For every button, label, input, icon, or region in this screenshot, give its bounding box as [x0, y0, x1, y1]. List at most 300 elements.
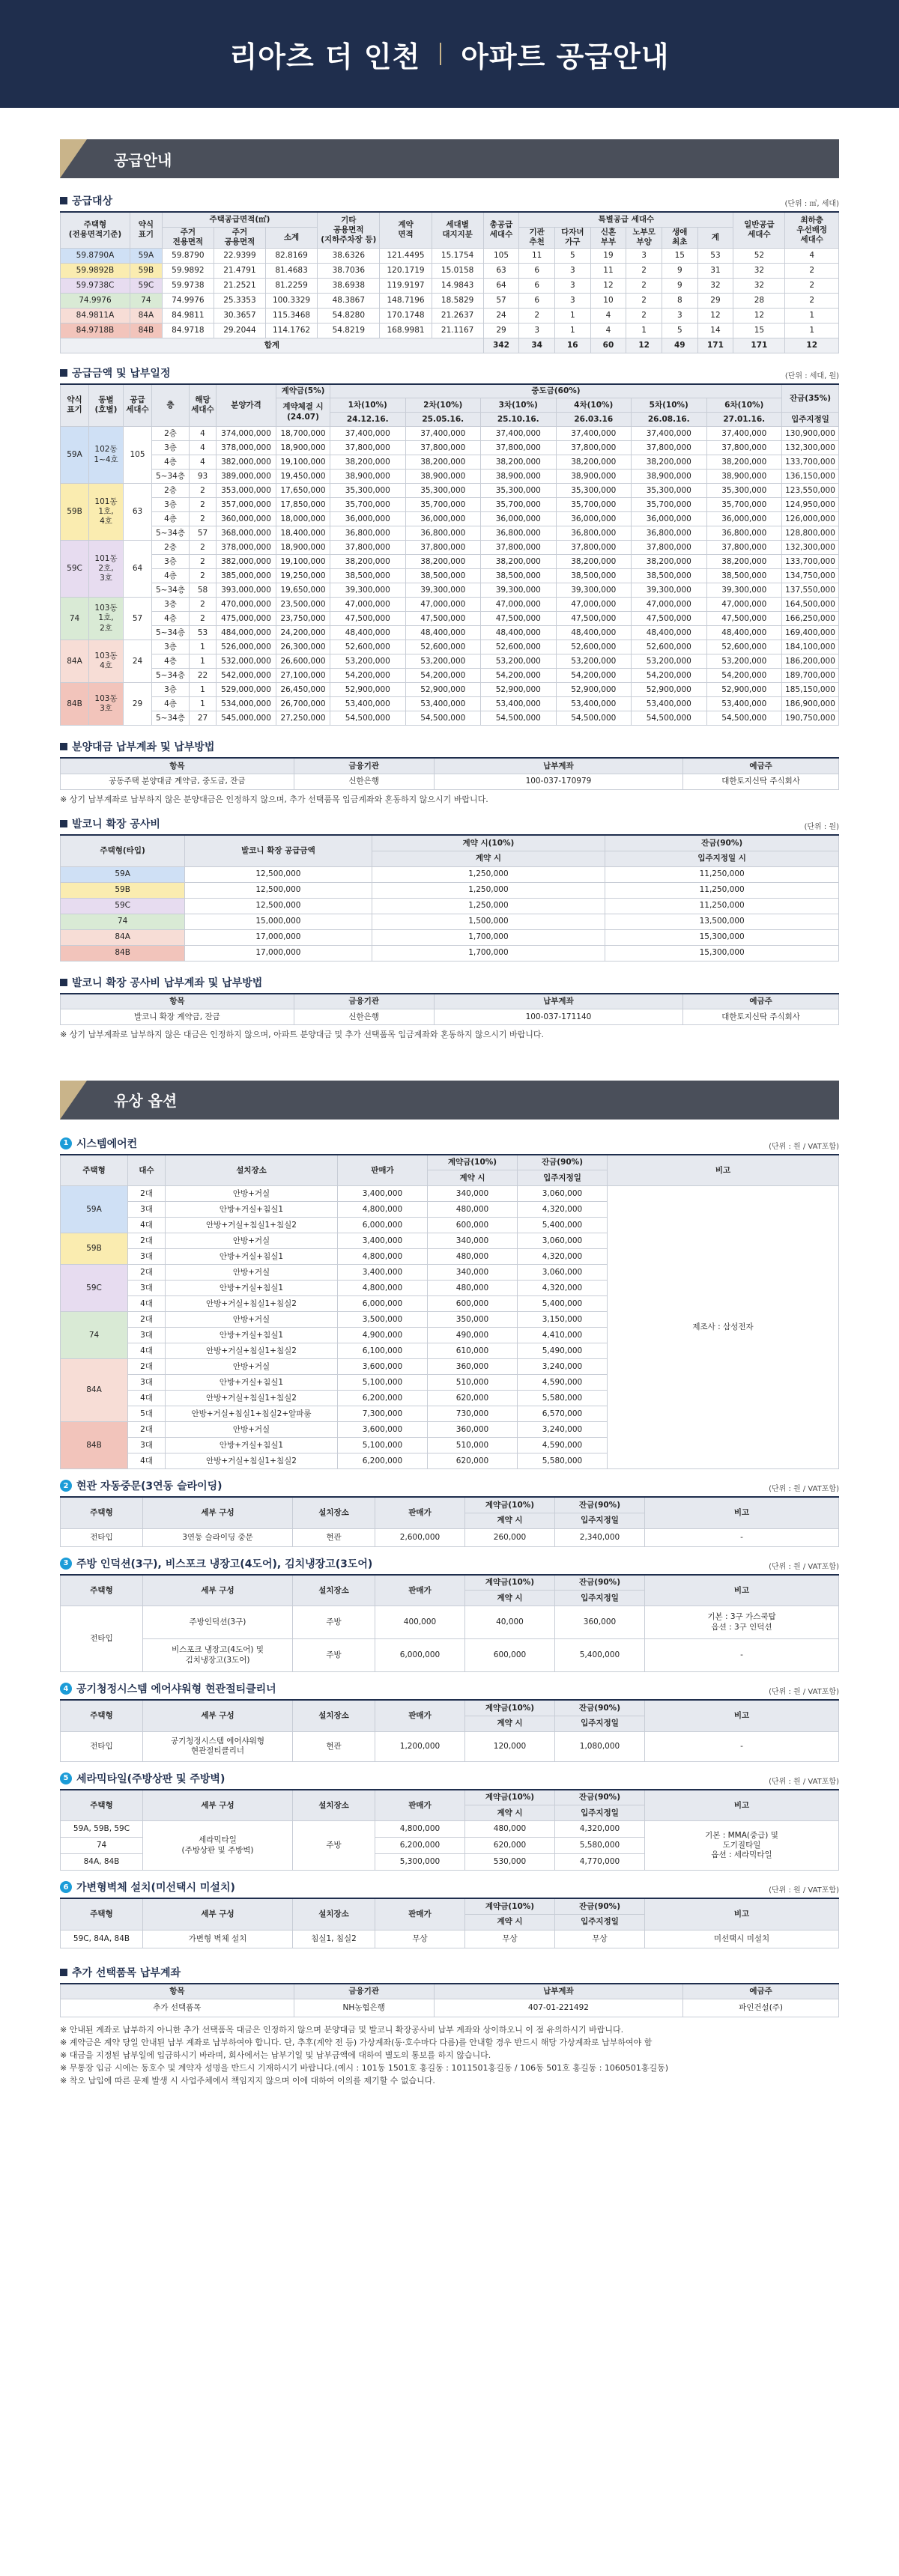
cell: 37,800,000: [706, 441, 782, 455]
th: 계약금(10%): [465, 1497, 555, 1513]
cell: 2: [626, 278, 662, 293]
cell: 39,300,000: [706, 583, 782, 598]
cell: 5,400,000: [518, 1296, 608, 1312]
th: 판매가: [375, 1700, 465, 1731]
table-row: [61, 598, 839, 612]
cell: 23,500,000: [276, 598, 330, 612]
th: 잔금(90%): [555, 1497, 645, 1513]
th: 세부 구성: [143, 1790, 293, 1821]
cell: 510,000: [428, 1375, 518, 1391]
cell: 1: [190, 640, 217, 654]
th: 설치장소: [293, 1790, 375, 1821]
cell: 134,750,000: [782, 569, 839, 583]
cell: 185,150,000: [782, 683, 839, 697]
supply-label: [60, 193, 112, 208]
cell: 4: [190, 455, 217, 470]
floor-cell: 4층: [152, 654, 190, 669]
account2-table: [60, 993, 839, 1026]
cell: 2: [190, 541, 217, 555]
table-row: [61, 541, 839, 555]
cell: 171: [697, 338, 733, 353]
cell: 130,900,000: [782, 427, 839, 441]
cell: 2: [190, 498, 217, 512]
label-text: 가변형벽체 설치(미선택시 미설치): [76, 1882, 235, 1894]
cell: 38,500,000: [405, 569, 481, 583]
type-cell: 59B: [61, 882, 185, 898]
cell: 3대: [128, 1328, 166, 1343]
th: 주택형: [61, 1575, 143, 1606]
cell: 18,900,000: [276, 441, 330, 455]
cell: 2: [190, 569, 217, 583]
cell: 38,900,000: [481, 470, 557, 484]
cell: 3,060,000: [518, 1265, 608, 1281]
cell: 안방+거실: [166, 1312, 338, 1328]
cell: 3,150,000: [518, 1312, 608, 1328]
cell: 48,400,000: [405, 626, 481, 640]
th: 주택형: [61, 1155, 128, 1186]
cell: 5,490,000: [518, 1343, 608, 1359]
cell: 발코니 확장 계약금, 잔금: [61, 1009, 294, 1025]
units-cell: 24: [124, 640, 152, 683]
cell: 1: [785, 323, 839, 338]
cell: 166,250,000: [782, 612, 839, 626]
cell: 4: [190, 441, 217, 455]
cell: 안방+거실+침실1+침실2: [166, 1453, 338, 1469]
label-text: 분양대금 납부계좌 및 납부방법: [72, 741, 215, 753]
cell: 8: [662, 293, 697, 308]
cell: 357,000,000: [217, 498, 276, 512]
cell: 382,000,000: [217, 555, 276, 569]
cell: 39,300,000: [481, 583, 557, 598]
th: 잔금(90%): [555, 1898, 645, 1914]
cell: 1: [190, 697, 217, 711]
cell: 37,800,000: [481, 441, 557, 455]
th: 비고: [645, 1575, 839, 1606]
th: 다자녀 가구: [554, 227, 590, 248]
cell: 53,400,000: [556, 697, 632, 711]
floor-cell: 5~34층: [152, 526, 190, 541]
cell: 3,600,000: [338, 1359, 428, 1375]
cell: 81.4683: [266, 263, 318, 278]
th: 세부 구성: [143, 1575, 293, 1606]
table-row: [61, 498, 839, 512]
cell: 37,400,000: [481, 427, 557, 441]
table-row: [61, 470, 839, 484]
label-text: 시스템에어컨: [76, 1137, 138, 1150]
cell: 4대: [128, 1453, 166, 1469]
th: 계약 시: [465, 1805, 555, 1821]
cell: 57: [190, 526, 217, 541]
square-bullet-icon: [60, 1969, 67, 1976]
cell: 주방: [293, 1821, 375, 1871]
cell: 53,400,000: [405, 697, 481, 711]
th: 판매가: [375, 1575, 465, 1606]
cell: 안방+거실: [166, 1186, 338, 1202]
th: 비고: [645, 1700, 839, 1731]
price-label: [60, 365, 170, 380]
cell: 21.1167: [432, 323, 483, 338]
cell: 121.4495: [380, 248, 432, 263]
cell: 27: [190, 711, 217, 726]
cell: 53,200,000: [556, 654, 632, 669]
th: 주택공급면적(㎡): [162, 212, 317, 227]
cell: 7,300,000: [338, 1406, 428, 1422]
cell: 11,250,000: [605, 898, 839, 914]
table-row: [61, 640, 839, 654]
cell: 1,080,000: [555, 1731, 645, 1761]
table-row: [61, 945, 839, 961]
cell: 53,400,000: [632, 697, 707, 711]
cell: 54.8280: [318, 308, 380, 323]
th: 공급 세대수: [124, 384, 152, 427]
floor-cell: 2층: [152, 541, 190, 555]
units-cell: 57: [124, 598, 152, 640]
cell: 3대: [128, 1375, 166, 1391]
cell: 3,600,000: [338, 1422, 428, 1438]
th: 소계: [266, 227, 318, 248]
cell: 안방+거실+침실1: [166, 1281, 338, 1296]
cell: 35,700,000: [632, 498, 707, 512]
cell: 4대: [128, 1296, 166, 1312]
cell: 26,300,000: [276, 640, 330, 654]
cell: 52,900,000: [556, 683, 632, 697]
cell: 54,500,000: [405, 711, 481, 726]
dong-cell: 101동 2호, 3호: [89, 541, 124, 598]
th: 잔금(90%): [555, 1790, 645, 1805]
balcony-label: [60, 816, 160, 831]
cell: 11: [590, 263, 626, 278]
cell: 47,000,000: [481, 598, 557, 612]
th: 발코니 확장 공급금액: [185, 835, 372, 866]
th: 계약금(5%): [276, 384, 330, 398]
aircleaner-table: [60, 1699, 839, 1762]
label-text: 세라믹타일(주방상판 및 주방벽): [76, 1772, 225, 1785]
cell: 26,600,000: [276, 654, 330, 669]
table-row: [61, 248, 839, 263]
cell: 4,800,000: [338, 1202, 428, 1218]
table-row: [61, 263, 839, 278]
th: 설치장소: [166, 1155, 338, 1186]
cell: 5,100,000: [338, 1438, 428, 1453]
th: 계약 시: [465, 1716, 555, 1731]
cell: 53: [697, 248, 733, 263]
cell: 600,000: [428, 1296, 518, 1312]
th: 납부계좌: [434, 994, 682, 1009]
section-header-supply: [60, 139, 839, 178]
cell: 382,000,000: [217, 455, 276, 470]
cell: 6,570,000: [518, 1406, 608, 1422]
cell: 13,500,000: [605, 914, 839, 929]
cell: 48,400,000: [481, 626, 557, 640]
cell: 38,200,000: [632, 555, 707, 569]
cell: 17,850,000: [276, 498, 330, 512]
cell: 600,000: [428, 1218, 518, 1233]
cell: 49: [662, 338, 697, 353]
cell: 4: [590, 323, 626, 338]
cell: 안방+거실+침실1+침실2: [166, 1296, 338, 1312]
cell: 37,800,000: [556, 441, 632, 455]
cell: 368,000,000: [217, 526, 276, 541]
table-row: [61, 711, 839, 726]
account-number: 100-037-171140: [434, 1009, 682, 1025]
cell: 47,500,000: [556, 612, 632, 626]
cell: 490,000: [428, 1328, 518, 1343]
section-title: 유상 옵션: [114, 1092, 178, 1110]
cell: 4,320,000: [518, 1249, 608, 1265]
cell: 74.9976: [162, 293, 214, 308]
cell: 안방+거실+침실1: [166, 1438, 338, 1453]
cell: 38,500,000: [632, 569, 707, 583]
th: 금융기관: [294, 1984, 434, 1999]
door-table: [60, 1496, 839, 1547]
cell: 주방인덕션(3구): [143, 1606, 293, 1639]
abbr-cell: 59B: [130, 263, 162, 278]
th: 입주지정일: [555, 1591, 645, 1606]
th: 잔금(90%): [605, 835, 839, 851]
table-row: [61, 455, 839, 470]
cell: 12: [697, 308, 733, 323]
cell: 37,800,000: [481, 541, 557, 555]
cell: 37,800,000: [330, 541, 406, 555]
cell: 47,500,000: [481, 612, 557, 626]
th: 주택형(타입): [61, 835, 185, 866]
cell: -: [645, 1731, 839, 1761]
section-title: 공급안내: [114, 151, 172, 169]
cell: 38,200,000: [405, 555, 481, 569]
table-row: [61, 929, 839, 945]
dong-cell: 101동 1호, 4호: [89, 484, 124, 541]
cell: 2,340,000: [555, 1528, 645, 1546]
cell: 132,300,000: [782, 441, 839, 455]
square-bullet-icon: [60, 197, 67, 204]
cell: 15,300,000: [605, 929, 839, 945]
th: 계약금(10%): [428, 1155, 518, 1170]
th: 노부모 부양: [626, 227, 662, 248]
cell: 3,500,000: [338, 1312, 428, 1328]
cell: 171: [733, 338, 785, 353]
cell: 17,000,000: [185, 929, 372, 945]
cell: 17,000,000: [185, 945, 372, 961]
cell: 침실1, 침실2: [293, 1930, 375, 1948]
account3-table: [60, 1983, 839, 2018]
th: 비고: [608, 1155, 839, 1186]
th: 예금주: [683, 994, 839, 1009]
cell: 35,300,000: [632, 484, 707, 498]
th: 주택형 (전용면적기준): [61, 212, 130, 248]
cell: 4,800,000: [375, 1821, 465, 1838]
type-cell: 59C: [61, 1265, 128, 1312]
label-text: 공급금액 및 납부일정: [72, 367, 171, 380]
th: 잔금(90%): [555, 1700, 645, 1716]
cell: NH농협은행: [294, 1999, 434, 2017]
cell: 57: [483, 293, 519, 308]
cell: 3대: [128, 1249, 166, 1265]
cell: 6,000,000: [338, 1296, 428, 1312]
cell: 64: [483, 278, 519, 293]
cell: 6,200,000: [375, 1838, 465, 1854]
cell: 4,900,000: [338, 1328, 428, 1343]
kitchen-table: [60, 1574, 839, 1673]
table-row: [61, 914, 839, 929]
cell: 545,000,000: [217, 711, 276, 726]
unit-text: (단위 : 원 / VAT포함): [769, 1562, 839, 1571]
cell: 114.1762: [266, 323, 318, 338]
cell: 148.7196: [380, 293, 432, 308]
th: 26.03.16: [556, 413, 632, 427]
note-item: ※ 대금을 지정된 납부일에 입금하시기 바라며, 회사에서는 납부기일 및 납부금액에 대하여 별도의 통보를 하지 않습니다.: [60, 2050, 491, 2061]
type-cell: 59A: [61, 1186, 128, 1233]
cell: 190,750,000: [782, 711, 839, 726]
cell: 54,500,000: [330, 711, 406, 726]
total-row: [61, 338, 839, 353]
cell: 530,000: [465, 1854, 555, 1871]
cell: 37,800,000: [330, 441, 406, 455]
cell: 4대: [128, 1218, 166, 1233]
abbr-cell: 84A: [130, 308, 162, 323]
cell: 3연동 슬라이딩 중문: [143, 1528, 293, 1546]
table-row: [61, 555, 839, 569]
th: 25.10.16.: [481, 413, 557, 427]
th: 주거 공용면적: [214, 227, 265, 248]
cell: 안방+거실+침실1+침실2: [166, 1218, 338, 1233]
cell: 1: [190, 683, 217, 697]
cell: 4: [190, 427, 217, 441]
cell: 4: [590, 308, 626, 323]
cell: 133,700,000: [782, 555, 839, 569]
cell: 36,000,000: [405, 512, 481, 526]
square-bullet-icon: [60, 820, 67, 827]
cell: 6,200,000: [338, 1391, 428, 1406]
type-cell: 59.8790A: [61, 248, 130, 263]
cell: 2대: [128, 1312, 166, 1328]
cell: 168.9981: [380, 323, 432, 338]
cell: 35,300,000: [330, 484, 406, 498]
square-bullet-icon: [60, 979, 67, 986]
cell: 360,000: [428, 1359, 518, 1375]
cell: 2대: [128, 1422, 166, 1438]
th: 기관 추천: [519, 227, 555, 248]
floor-cell: 4층: [152, 612, 190, 626]
cell: 36,800,000: [706, 526, 782, 541]
cell: 36,000,000: [706, 512, 782, 526]
door-label: [60, 1478, 223, 1493]
floor-cell: 5~34층: [152, 583, 190, 598]
cell: 378,000,000: [217, 541, 276, 555]
cell: 6,000,000: [375, 1639, 465, 1672]
number-badge-icon: 5: [60, 1772, 72, 1784]
aircleaner-label: [60, 1681, 276, 1696]
th: 입주지정일: [555, 1716, 645, 1731]
cell: 52,600,000: [632, 640, 707, 654]
cell: 393,000,000: [217, 583, 276, 598]
th: 계약금(10%): [465, 1575, 555, 1591]
cell: 29.2044: [214, 323, 265, 338]
cell: 2대: [128, 1186, 166, 1202]
cell: 32: [733, 263, 785, 278]
tile-label: [60, 1771, 225, 1786]
cell: 31: [697, 263, 733, 278]
cell: 124,950,000: [782, 498, 839, 512]
cell: 510,000: [428, 1438, 518, 1453]
cell: 54,500,000: [632, 711, 707, 726]
cell: 484,000,000: [217, 626, 276, 640]
cell: 23,750,000: [276, 612, 330, 626]
cell: 3: [554, 263, 590, 278]
cell: 52,900,000: [405, 683, 481, 697]
cell: 340,000: [428, 1186, 518, 1202]
cell: 안방+거실: [166, 1359, 338, 1375]
cell: 38,200,000: [405, 455, 481, 470]
cell: 37,800,000: [405, 541, 481, 555]
th: 일반공급 세대수: [733, 212, 785, 248]
cell: 38,500,000: [556, 569, 632, 583]
cell: 26,700,000: [276, 697, 330, 711]
cell: 신한은행: [294, 774, 434, 789]
cell: 39,300,000: [556, 583, 632, 598]
th: 설치장소: [293, 1575, 375, 1606]
number-badge-icon: 2: [60, 1480, 72, 1492]
cell: 22.9399: [214, 248, 265, 263]
th: 대수: [128, 1155, 166, 1186]
cell: 47,000,000: [405, 598, 481, 612]
cell: 54,500,000: [706, 711, 782, 726]
cell: 128,800,000: [782, 526, 839, 541]
cell: 35,700,000: [556, 498, 632, 512]
cell: 18,900,000: [276, 541, 330, 555]
table-row: [61, 484, 839, 498]
cell: 84A, 84B: [61, 1854, 143, 1871]
account-number: 407-01-221492: [434, 1999, 682, 2017]
section-header-options: [60, 1081, 839, 1120]
abbr-cell: 84B: [61, 683, 89, 726]
cell: 47,000,000: [556, 598, 632, 612]
cell: 37,400,000: [556, 427, 632, 441]
cell: 119.9197: [380, 278, 432, 293]
type-cell: 84.9811A: [61, 308, 130, 323]
cell: 1: [785, 308, 839, 323]
cell: 169,400,000: [782, 626, 839, 640]
th: 납부계좌: [434, 758, 682, 774]
cell: 47,000,000: [632, 598, 707, 612]
cell: 5,580,000: [518, 1391, 608, 1406]
table-row: [61, 683, 839, 697]
th: 해당 세대수: [190, 384, 217, 427]
cell: 37,800,000: [706, 541, 782, 555]
cell: 36,800,000: [632, 526, 707, 541]
cell: 35,300,000: [556, 484, 632, 498]
note-item: ※ 무통장 입금 시에는 동호수 및 계약자 성명을 반드시 기재하시기 바랍니다.(예시 : 101동 1501호 홍길동 : 1011501홍길동 / 106동 501호 홍길동 : 1060501홍길동): [60, 2063, 669, 2074]
cell: 164,500,000: [782, 598, 839, 612]
cell: 2: [190, 612, 217, 626]
cell: 1: [190, 654, 217, 669]
cell: 133,700,000: [782, 455, 839, 470]
account2-note: ※ 상기 납부계좌로 납부하지 않은 대금은 인정하지 않으며, 아파트 분양대금 및 추가 선택품목 입금계좌와 혼동하지 않으시기 바랍니다.: [60, 1030, 544, 1039]
cell: 3: [554, 293, 590, 308]
th: 항목: [61, 1984, 294, 1999]
th: 금융기관: [294, 758, 434, 774]
units-cell: 63: [124, 484, 152, 541]
cell: 10: [590, 293, 626, 308]
cell: 2대: [128, 1359, 166, 1375]
th: 입주지정일 시: [605, 851, 839, 866]
aircon-table: [60, 1154, 839, 1470]
cell: 53,200,000: [405, 654, 481, 669]
cell: 52,900,000: [632, 683, 707, 697]
cell: 신한은행: [294, 1009, 434, 1025]
cell: 19,100,000: [276, 455, 330, 470]
cell: 무상: [555, 1930, 645, 1948]
th: 항목: [61, 994, 294, 1009]
